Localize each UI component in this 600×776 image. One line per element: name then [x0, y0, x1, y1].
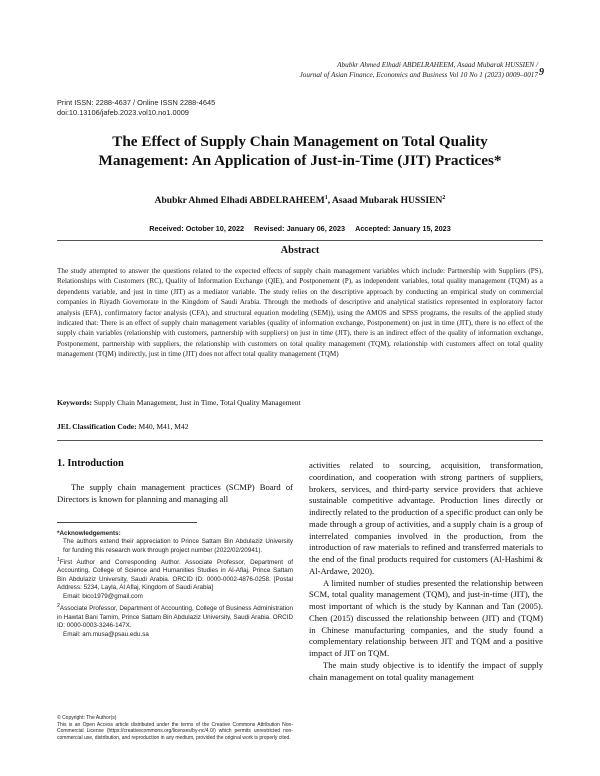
- keywords-text: Supply Chain Management, Just in Time, Total Quality Management: [93, 398, 301, 407]
- keywords-label: Keywords:: [57, 398, 92, 407]
- title-line-2: Management: An Application of Just-in-Time (JIT) Practices*: [98, 152, 502, 169]
- abstract-bottom-rule: [57, 440, 543, 441]
- abstract-heading: Abstract: [280, 245, 320, 256]
- article-title: [60, 132, 540, 170]
- running-head-journal: Journal of Asian Finance, Economics and Business Vol 10 No 1 (2023) 0009–0017: [299, 71, 538, 79]
- footnote-2-mark: 2: [57, 603, 60, 610]
- author-separator: ,: [327, 196, 332, 207]
- intro-paragraph-4: The main study objective is to identify the impact of supply chain management on total quality management: [309, 659, 543, 682]
- footnote-1-email: Email: bico1979@gmail.com: [63, 593, 143, 601]
- author-2-mark: 2: [442, 195, 446, 201]
- jel-codes: M40, M41, M42: [138, 422, 189, 431]
- acknowledgements-text: The authors extend their appreciation to Prince Sattam Bin Abdulaziz University for funding this research work through project number (2022/02/20941).: [63, 538, 293, 554]
- copyright-notice: [57, 715, 293, 741]
- acknowledgements-label: *Acknowledgements:: [57, 530, 121, 537]
- footnote-1-text: First Author and Corresponding Author. Associate Professor, Department of Accounting, College of Science and Humanities Studies in Al-Aflaj, Prince Sattam Bin Abdulaziz University, Saudi Arabia. ORCID ID: 0000-0002-4876-0258. [Postal Address: 5234, Layla, Al Aflaj, Kingdom of Saudi Arabia]: [57, 558, 293, 591]
- issn-line: Print ISSN: 2288-4637 / Online ISSN 2288-4645: [57, 98, 216, 107]
- footnote-1-mark: 1: [57, 556, 60, 563]
- intro-paragraph-1: The supply chain management practices (SCMP) Board of Directors is known for planning and managing all: [57, 482, 293, 504]
- footnote-2-email: Email: am.musa@psau.edu.sa: [63, 631, 149, 639]
- footnote-2: [57, 602, 293, 630]
- footnote-2-text: Associate Professor, Department of Accounting, College of Business Administration in Hawtat Bani Tamim, Prince Sattam Bin Abdulaziz University, Saudi Arabia. ORCID ID: 0000-0003-3246-147X.: [57, 605, 293, 630]
- journal-identifiers: [57, 98, 215, 118]
- footnotes: [57, 530, 293, 641]
- author-1: Abubkr Ahmed Elhadi ABDELRAHEEM: [154, 196, 325, 207]
- intro-right-column: [309, 460, 543, 683]
- section-heading-introduction: 1. Introduction: [57, 458, 124, 469]
- title-line-1: The Effect of Supply Chain Management on Total Quality: [112, 133, 488, 150]
- copyright-label: © Copyright: The Author(s): [57, 715, 117, 721]
- article-dates: [60, 224, 540, 233]
- intro-paragraph-3: A limited number of studies presented the relationship between SCM, total quality management (TQM), and just-in-time (JIT), the most important of which is the study by Kannan and Tan (2005). Chen (2015) discussed the relationship between (JIT) and (TQM) in Chinese manufacturing companies, and the study found a complementary relationship between JIT and TQM and a positive impact of JIT on TQM.: [309, 577, 543, 658]
- doi-line: doi:10.13106/jafeb.2023.vol10.no1.0009: [57, 108, 189, 117]
- author-2: Asaad Mubarak HUSSIEN: [331, 196, 443, 207]
- running-head: [0, 60, 538, 80]
- abstract-body: The study attempted to answer the questions related to the expected effects of supply chain management variables which include: Partnership with Suppliers (PS), Relationships with Customers (RC), Quality of Information Exchange (QIE), and Postponement (P), as independent variables, total quality management (TQM) as a dependents variable, and just in time (JIT) as a mediator variable. The study relies on the descriptive approach by conducting an empirical study on commercial companies in Riyadh Governorate in the Kingdom of Saudi Arabia. Through the methods of descriptive and analytical statistics represented in exploratory factor analysis (EFA), confirmatory factor analysis (CFA), and structural equation modeling (SEM)), using the AMOS and SPSS programs, the results of the applied study indicated that: There is an effect of supply chain management variables (quality of information exchange, Postponement) on just in time (JIT), there is no effect of the supply chain variables (relationship with customers, partnership with suppliers) on just in time (JIT), there is an indirect effect of the quality of information exchange, Postponement, partnership with suppliers, the relationship with customers on total quality management (TQM), relationship with customers affect on total quality management (TQM) indirectly, just in time (JIT) does not affect total quality management (TQM): [57, 267, 543, 359]
- accepted-date: Accepted: January 15, 2023: [355, 224, 451, 233]
- license-text: This is an Open Access article distributed under the terms of the Creative Commons Attribution Non-Commercial License (https://creativecommons.org/licenses/by-nc/4.0/) which permits unrestricted non-commercial use, distribution, and reproduction in any medium, provided the original work is properly cited.: [57, 721, 293, 741]
- intro-paragraph-2: activities related to sourcing, acquisition, transformation, coordination, and cooperation with strong partners of suppliers, brokers, services, and third-party service providers that achieve sustainable competitive advantage. Production lines directly or indirectly related to the production of a specific product can only be made through a group of activities, and a supply chain is a group of interrelated companies involved in the production, from the introduction of raw materials to refined and transferred materials to the end of the final products required for customers (Al-Hashimi & Al-Ardawe, 2020).: [309, 460, 543, 576]
- author-1-mark: 1: [324, 195, 328, 201]
- page-number: 9: [539, 67, 544, 78]
- abstract-top-rule: [57, 240, 543, 241]
- footnote-rule: [57, 522, 197, 523]
- jel-label: JEL Classification Code:: [57, 422, 137, 431]
- intro-left-column: [57, 482, 293, 506]
- jel-classification: [57, 422, 543, 431]
- keywords: [57, 398, 543, 407]
- revised-date: Revised: January 06, 2023: [254, 224, 346, 233]
- author-line: [60, 195, 540, 206]
- running-head-authors: Abubkr Ahmed Elhadi ABDELRAHEEM, Asaad Mubarak HUSSIEN /: [337, 61, 538, 69]
- footnote-1: [57, 556, 293, 592]
- received-date: Received: October 10, 2022: [149, 224, 245, 233]
